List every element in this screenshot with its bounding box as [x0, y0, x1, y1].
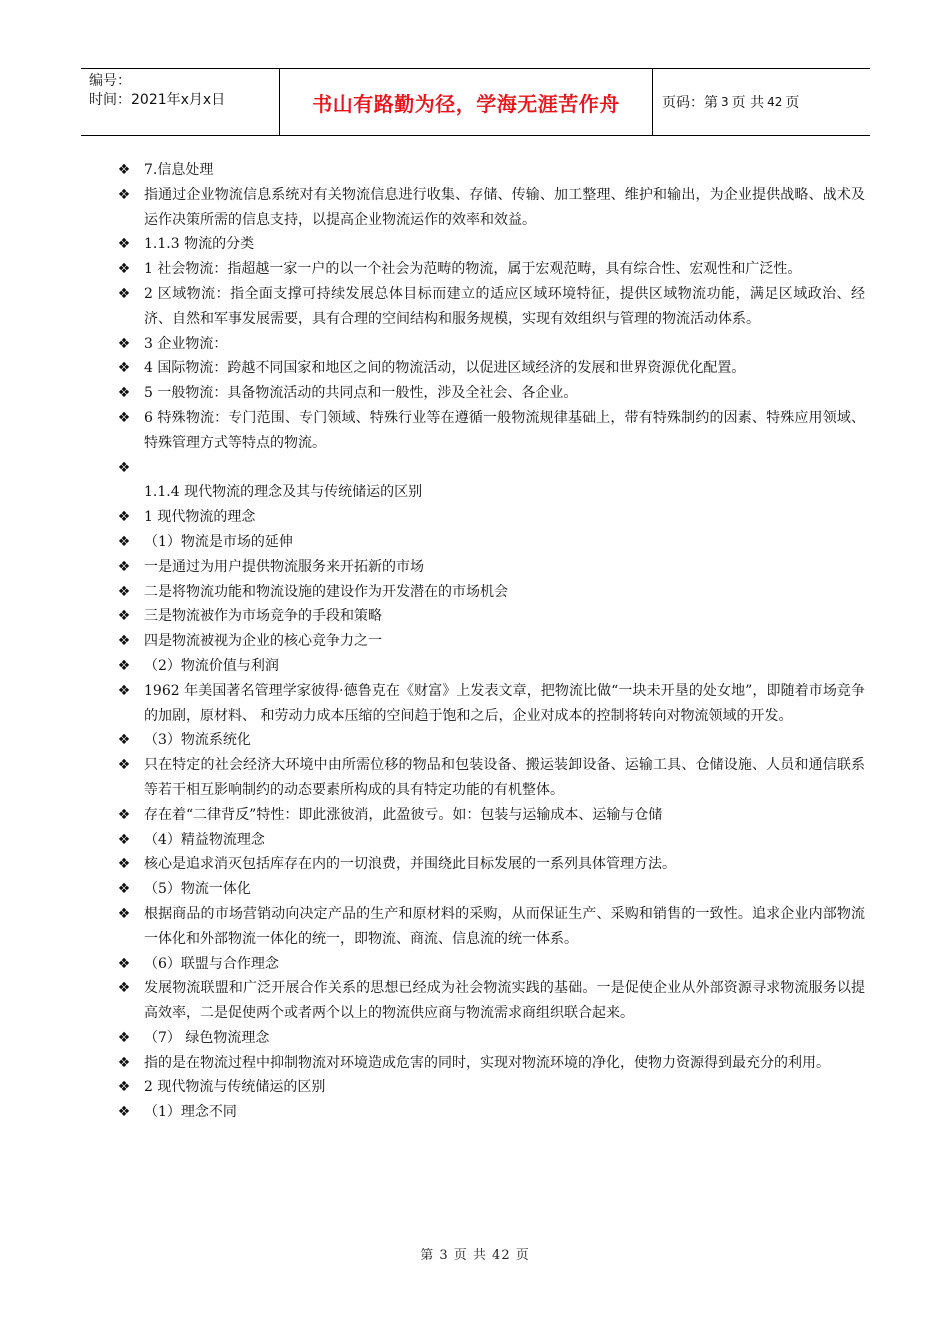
list-item-text: （3）物流系统化 [144, 732, 251, 749]
diamond-bullet-icon: ❖ [117, 657, 131, 674]
document-time-label: 时间：2021年x月x日 [89, 92, 226, 108]
list-item [115, 1075, 865, 1100]
list-item [115, 332, 865, 357]
list-item [115, 456, 865, 481]
page-current-number: 3 [721, 95, 729, 109]
page-suffix: 页 [785, 95, 800, 111]
list-item-text: 一是通过为用户提供物流服务来开拓新的市场 [144, 558, 424, 575]
list-item-text: 核心是追求消灭包括库存在内的一切浪费，并围绕此目标发展的一系列具体管理方法。 [144, 856, 676, 873]
document-number-label: 编号： [89, 73, 131, 89]
diamond-bullet-icon: ❖ [117, 1029, 131, 1046]
diamond-bullet-icon: ❖ [117, 682, 131, 699]
list-item [115, 753, 865, 803]
list-item-text: 1.1.4 现代物流的理念及其与传统储运的区别 [144, 484, 423, 501]
list-item [115, 828, 865, 853]
diamond-bullet-icon: ❖ [117, 360, 131, 377]
list-item [115, 580, 865, 605]
diamond-bullet-icon: ❖ [117, 162, 131, 178]
header-motto: 书山有路勤为径，学海无涯苦作舟 [280, 69, 653, 135]
list-item-text: 1 现代物流的理念 [144, 509, 256, 526]
list-item [115, 877, 865, 902]
page-prefix: 页码：第 [662, 95, 718, 111]
diamond-bullet-icon: ❖ [117, 385, 131, 402]
diamond-bullet-icon: ❖ [117, 409, 131, 426]
diamond-bullet-icon: ❖ [117, 633, 131, 650]
list-item [115, 654, 865, 679]
diamond-bullet-icon: ❖ [117, 335, 131, 352]
diamond-bullet-icon: ❖ [117, 1054, 131, 1071]
list-item [115, 976, 865, 1026]
diamond-bullet-icon: ❖ [117, 285, 131, 302]
list-item [115, 952, 865, 977]
diamond-bullet-icon: ❖ [117, 558, 131, 575]
diamond-bullet-icon: ❖ [117, 186, 131, 203]
list-item-text: 只在特定的社会经济大环境中由所需位移的物品和包装设备、搬运装卸设备、运输工具、仓储设施、人员和通信联系等若干相互影响制约的动态要素所构成的具有特定功能的有机整体。 [144, 757, 865, 798]
list-item-text: 四是物流被视为企业的核心竞争力之一 [144, 633, 382, 650]
diamond-bullet-icon: ❖ [117, 1079, 131, 1096]
list-item [115, 1100, 865, 1125]
list-item-text: 1962 年美国著名管理学家彼得·德鲁克在《财富》上发表文章，把物流比做“一块未开垦的处女地”，即随着市场竞争的加剧，原材料、 和劳动力成本压缩的空间趋于饱和之后，企业对成本的控制将转向对物流领域的开发。 [144, 682, 865, 724]
list-item-text: 1.1.3 物流的分类 [144, 236, 255, 253]
list-item-text: 2 区域物流：指全面支撑可持续发展总体目标而建立的适应区域环境特征，提供区域物流功能，满足区域政治、经济、自然和军事发展需要，具有合理的空间结构和服务规模，实现有效组织与管理的物流活动体系。 [144, 285, 865, 327]
list-item [115, 1026, 865, 1051]
page-header [81, 68, 870, 136]
list-item-text: 1 社会物流：指超越一家一户的以一个社会为范畴的物流，属于宏观范畴，具有综合性、宏观性和广泛性。 [144, 261, 802, 278]
list-item-text: 6 特殊物流：专门范围、专门领域、特殊行业等在遵循一般物流规律基础上，带有特殊制约的因素、特殊应用领域、特殊管理方式等特点的物流。 [144, 409, 865, 451]
list-item-text: 3 企业物流： [144, 335, 228, 352]
list-item-text: 三是物流被作为市场竞争的手段和策略 [144, 608, 382, 625]
header-page-info [653, 69, 870, 135]
list-item-text: （6）联盟与合作理念 [144, 955, 279, 972]
list-item [115, 530, 865, 555]
diamond-bullet-icon: ❖ [117, 757, 131, 774]
diamond-bullet-icon: ❖ [117, 1104, 131, 1121]
list-item [115, 803, 865, 828]
list-item-text: （1）物流是市场的延伸 [144, 533, 293, 550]
list-item-text [144, 456, 865, 481]
document-body [115, 158, 865, 1125]
diamond-bullet-icon: ❖ [117, 459, 131, 476]
diamond-bullet-icon: ❖ [117, 831, 131, 848]
page-middle: 页 共 [731, 95, 765, 111]
list-item-text: 4 国际物流：跨越不同国家和地区之间的物流活动，以促进区域经济的发展和世界资源优化配置。 [144, 360, 746, 377]
list-item [115, 480, 865, 505]
diamond-bullet-icon: ❖ [117, 509, 131, 526]
diamond-bullet-icon: ❖ [117, 732, 131, 749]
list-item [115, 406, 865, 456]
list-item [115, 232, 865, 257]
diamond-bullet-icon: ❖ [117, 856, 131, 873]
list-item [115, 604, 865, 629]
list-item [115, 1051, 865, 1076]
list-item-text: （4）精益物流理念 [144, 831, 265, 848]
list-item-text: 指通过企业物流信息系统对有关物流信息进行收集、存储、传输、加工整理、维护和输出，为企业提供战略、战术及运作决策所需的信息支持，以提高企业物流运作的效率和效益。 [144, 186, 865, 228]
diamond-bullet-icon: ❖ [117, 980, 131, 997]
list-item-text: 7.信息处理 [144, 162, 214, 178]
list-item [115, 257, 865, 282]
list-item-text: （7） 绿色物流理念 [144, 1029, 270, 1046]
header-meta-cell [81, 69, 280, 135]
list-item [115, 356, 865, 381]
list-item [115, 902, 865, 952]
list-item [115, 505, 865, 530]
list-item-text: 根据商品的市场营销动向决定产品的生产和原材料的采购，从而保证生产、采购和销售的一致性。追求企业内部物流一体化和外部物流一体化的统一，即物流、商流、信息流的统一体系。 [144, 905, 865, 947]
diamond-bullet-icon: ❖ [117, 236, 131, 253]
list-item-text: 指的是在物流过程中抑制物流对环境造成危害的同时，实现对物流环境的净化，使物力资源得到最充分的利用。 [144, 1054, 830, 1071]
diamond-bullet-icon: ❖ [117, 261, 131, 278]
list-item [115, 629, 865, 654]
list-item-text: 存在着“二律背反”特性：即此涨彼消，此盈彼亏。如：包装与运输成本、运输与仓储 [144, 806, 663, 823]
page-total-number: 42 [767, 95, 783, 109]
diamond-bullet-icon: ❖ [117, 608, 131, 625]
list-item [115, 852, 865, 877]
diamond-bullet-icon: ❖ [117, 881, 131, 898]
diamond-bullet-icon: ❖ [117, 583, 131, 600]
diamond-bullet-icon: ❖ [117, 806, 131, 823]
list-item-text: 5 一般物流：具备物流活动的共同点和一般性，涉及全社会、各企业。 [144, 385, 578, 402]
list-item-text: （5）物流一体化 [144, 881, 251, 898]
list-item [115, 158, 865, 183]
diamond-bullet-icon: ❖ [117, 905, 131, 922]
page-footer: 第 3 页 共 42 页 [420, 1248, 530, 1263]
list-item [115, 728, 865, 753]
list-item [115, 679, 865, 729]
list-item-text: 发展物流联盟和广泛开展合作关系的思想已经成为社会物流实践的基础。一是促使企业从外部资源寻求物流服务以提高效率，二是促使两个或者两个以上的物流供应商与物流需求商组织联合起来。 [144, 980, 865, 1022]
list-item [115, 381, 865, 406]
list-item [115, 282, 865, 332]
list-item [115, 555, 865, 580]
list-item-text: （1）理念不同 [144, 1104, 237, 1121]
list-item-text: 二是将物流功能和物流设施的建设作为开发潜在的市场机会 [144, 583, 508, 600]
list-item-text: 2 现代物流与传统储运的区别 [144, 1079, 326, 1096]
diamond-bullet-icon: ❖ [117, 533, 131, 550]
list-item [115, 183, 865, 233]
list-item-text: （2）物流价值与利润 [144, 657, 279, 674]
diamond-bullet-icon: ❖ [117, 955, 131, 972]
